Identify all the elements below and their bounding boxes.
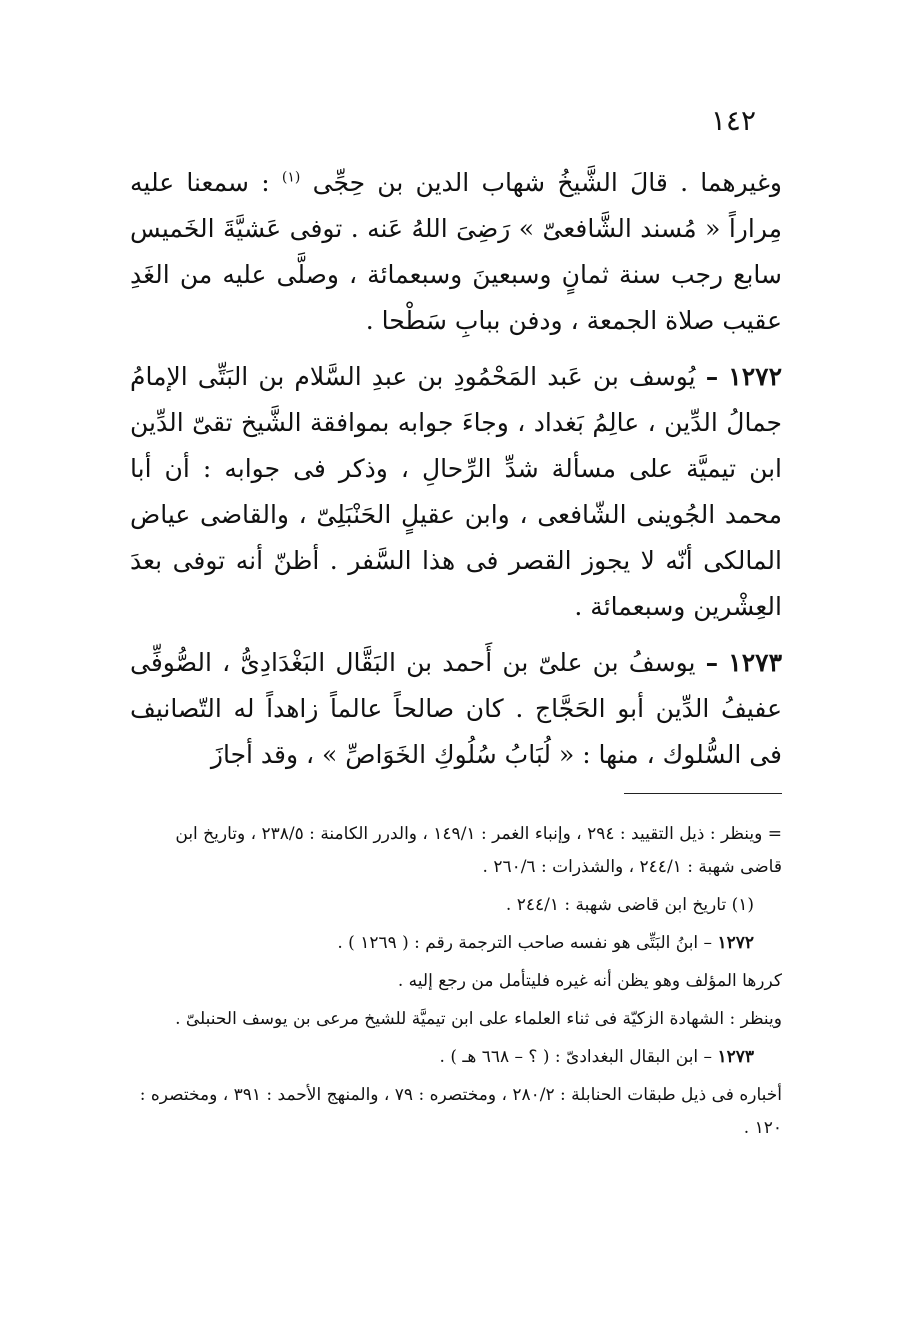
footnote-entry-1272 bbox=[130, 927, 782, 960]
paragraph-text: وغيرهما . قالَ الشَّيخُ شهاب الدين بن حِجِّى bbox=[312, 168, 782, 197]
footnote-text-line: كررها المؤلف وهو يظن أنه غيره فليتأمل من رجع إليه . bbox=[397, 971, 782, 991]
paragraph-continuation bbox=[130, 160, 782, 344]
footnote-1: (١) تاريخ ابن قاضى شهبة : ٢٤٤/١ . bbox=[505, 895, 754, 915]
entry-1273 bbox=[130, 640, 782, 778]
entry-dash: – bbox=[705, 648, 719, 677]
footnote-text-line: أخباره فى ذيل طبقات الحنابلة : ٢٨٠/٢ ، ومختصره : ٧٩ ، والمنهج الأحمد : ٣٩١ ، ومختصره : ١٢٠ . bbox=[139, 1085, 782, 1138]
footnotes bbox=[130, 818, 782, 1150]
entry-number: ١٢٧٣ bbox=[728, 648, 782, 677]
entry-dash: – bbox=[705, 362, 719, 391]
footnote-entry-number: ١٢٧٢ bbox=[717, 933, 754, 953]
footnote-text-line: وينظر : الشهادة الزكيّة فى ثناء العلماء على ابن تيميَّة للشيخ مرعى بن يوسف الحنبلىّ . bbox=[175, 1009, 782, 1029]
footnote-text: – ابن البقال البغدادىّ : ( ؟ – ٦٦٨ هـ ) . bbox=[439, 1047, 713, 1067]
footnote-text: – ابنُ البَتِّى هو نفسه صاحب الترجمة رقم : ( ١٢٦٩ ) . bbox=[337, 933, 713, 953]
page-number: ١٤٢ bbox=[710, 104, 756, 137]
footnote-separator bbox=[624, 793, 782, 794]
entry-text: يُوسف بن عَبد المَحْمُودِ بن عبدِ السَّلام بن البَتِّى الإمامُ جمالُ الدِّين ، عالِمُ بَغداد ، وجاءَ جوابه بموافقة الشَّيخ تقىّ الدِّين ابن تيميَّة على مسألة شدِّ الرِّحالِ ، وذكر فى جوابه : أن أبا محمد الجُوينى الشّافعى ، وابن عقيلٍ الحَنْبَلِىّ ، والقاضى عياض المالكى أنّه لا يجوز القصر فى هذا السَّفر . أظنّ أنه توفى بعدَ العِشْرين وسبعمائة . bbox=[130, 362, 782, 621]
footnote-reference: (١) bbox=[281, 169, 301, 186]
entry-number: ١٢٧٢ bbox=[728, 362, 782, 391]
entry-1272 bbox=[130, 354, 782, 630]
main-text bbox=[130, 160, 782, 778]
footnote-continued: = وينظر : ذيل التقييد : ٢٩٤ ، وإنباء الغمر : ١٤٩/١ ، والدرر الكامنة : ٢٣٨/٥ ، وتاريخ ابن قاضى شهبة : ٢٤٤/١ ، والشذرات : ٢٦٠/٦ . bbox=[175, 824, 782, 877]
footnote-entry-number: ١٢٧٣ bbox=[717, 1047, 754, 1067]
entry-text: يوسفُ بن علىّ بن أَحمد بن البَقَّال البَغْدَادِىُّ ، الصُّوفِّى عفيفُ الدِّين أبو الحَجَّاج . كان صالحاً عالماً زاهداً له التّصانيف فى السُّلوك ، منها : « لُبَابُ سُلُوكِ الخَوَاصِّ » ، وقد أجازَ bbox=[130, 648, 782, 769]
paragraph-text: : سمعنا عليه مِراراً « مُسند الشَّافعىّ » رَضِىَ اللهُ عَنه . توفى عَشيَّةَ الخَميس سابع رجب سنة ثمانٍ وسبعينَ وسبعمائة ، وصلَّى عليه من الغَدِ عقيب صلاة الجمعة ، ودفن ببابِ سَطْحا . bbox=[130, 168, 782, 335]
footnote-entry-1273 bbox=[130, 1041, 782, 1074]
